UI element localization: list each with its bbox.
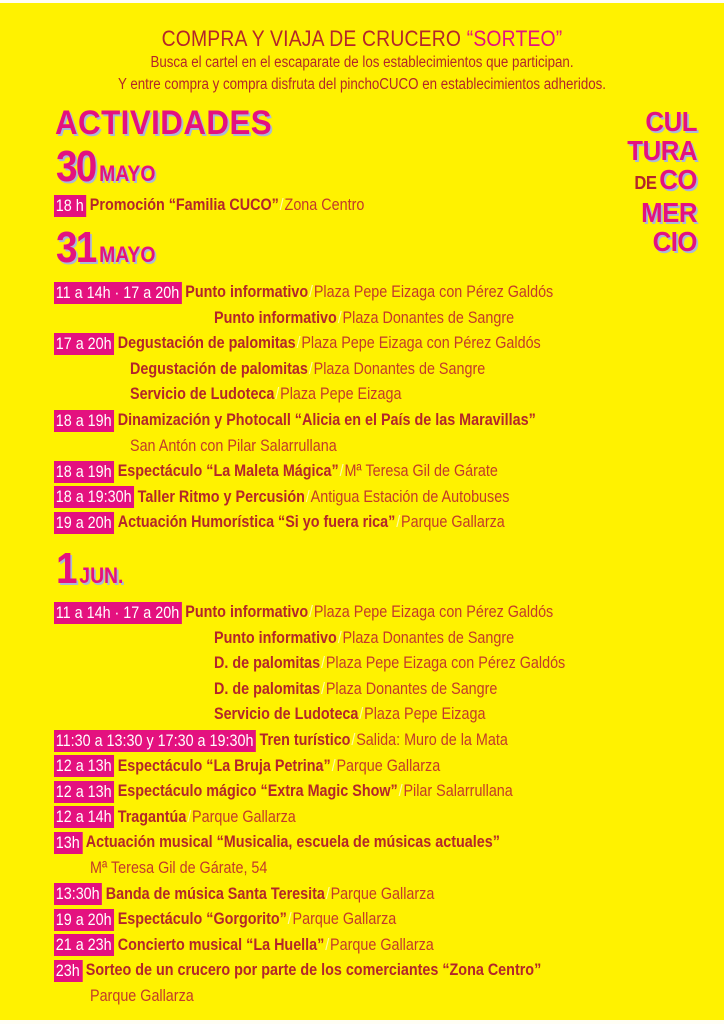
event-row (54, 281, 553, 304)
event-row (214, 703, 485, 726)
location: Plaza Donantes de Sangre (325, 679, 498, 698)
activity-name: Servicio de Ludoteca (214, 705, 359, 724)
activity-name: Espectáculo “La Maleta Mágica” (117, 462, 339, 481)
separator-slash: / (339, 462, 344, 481)
activity-name: Degustación de palomitas (130, 359, 308, 378)
separator-slash: / (359, 705, 364, 724)
location: Parque Gallarza (401, 513, 505, 532)
activity-name: Servicio de Ludoteca (130, 385, 275, 404)
separator-slash: / (320, 654, 325, 673)
time-badge: 12 a 14h (54, 806, 114, 828)
event-row (214, 652, 565, 675)
title-accent: “SORTEO” (466, 26, 563, 51)
day-heading-1-jun (56, 544, 124, 593)
event-row (130, 383, 401, 406)
time-badge: 18 a 19h (54, 461, 114, 483)
time-badge: 11 a 14h · 17 a 20h (54, 602, 182, 624)
event-row (54, 460, 498, 483)
event-row (214, 627, 514, 650)
event-row (54, 806, 296, 829)
time-badge: 18 h (54, 195, 86, 217)
time-badge: 17 a 20h (54, 333, 114, 355)
event-row (90, 857, 267, 880)
day-number: 1 (56, 544, 76, 593)
time-badge: 21 a 23h (54, 934, 114, 956)
separator-slash: / (279, 196, 284, 214)
activity-name: Espectáculo “La Bruja Petrina” (117, 756, 331, 775)
day-heading-30 (56, 142, 156, 191)
event-row (214, 307, 514, 330)
separator-slash: / (325, 884, 330, 903)
time-badge: 19 a 20h (54, 512, 114, 534)
event-row (54, 332, 541, 355)
time-badge: 13h (54, 832, 82, 854)
subtitle-line-1: Busca el cartel en el escaparate de los establecimientos que participan. (150, 54, 574, 71)
event-row (54, 409, 536, 432)
event-row (54, 601, 553, 624)
separator-slash: / (396, 513, 401, 532)
location: Plaza Donantes de Sangre (342, 628, 515, 647)
separator-slash: / (337, 628, 342, 647)
event-row (54, 908, 396, 931)
section-title: ACTIVIDADES (55, 104, 273, 142)
location: Parque Gallarza (336, 756, 441, 775)
poster-title (43, 26, 680, 52)
brand-line: CUL (645, 106, 697, 137)
separator-slash: / (305, 487, 310, 506)
time-badge: 19 a 20h (54, 909, 114, 931)
activity-name: Punto informativo (185, 283, 309, 301)
location: Plaza Pepe Eizaga con Pérez Galdós (301, 334, 541, 353)
time-badge: 13:30h (54, 883, 102, 905)
day-month: MAYO (99, 242, 156, 267)
location: Mª Teresa Gil de Gárate (344, 462, 498, 481)
separator-slash: / (287, 910, 292, 929)
event-row (54, 934, 434, 957)
separator-slash: / (308, 283, 313, 301)
separator-slash: / (337, 308, 342, 327)
activity-name: Espectáculo “Gorgorito” (117, 910, 287, 929)
event-row (90, 985, 194, 1008)
brand-line: CIO (652, 226, 697, 257)
activity-name: Degustación de palomitas (117, 334, 296, 353)
title-main: COMPRA Y VIAJA DE CRUCERO (161, 26, 467, 51)
brand-co: CO (659, 164, 697, 195)
location: Pilar Salarrullana (403, 782, 513, 801)
activity-name: Actuación Humorística “Si yo fuera rica” (117, 513, 396, 532)
separator-slash: / (351, 731, 356, 749)
event-row (54, 194, 364, 217)
time-badge: 12 a 13h (54, 755, 114, 777)
location: Zona Centro (284, 196, 365, 214)
poster (0, 3, 724, 1020)
event-row (54, 780, 513, 803)
brand-de: DE (634, 173, 657, 193)
separator-slash: / (187, 807, 192, 826)
location: Plaza Pepe Eizaga (364, 705, 486, 724)
event-row (54, 883, 434, 906)
brand-line: MER (641, 197, 697, 228)
time-badge: 12 a 13h (54, 781, 114, 803)
activity-name: Punto informativo (185, 603, 309, 621)
activity-name: Tren turístico (259, 731, 351, 749)
activity-name: Dinamización y Photocall “Alicia en el País de las Maravillas” (117, 411, 536, 429)
subtitle-line-2: Y entre compra y compra disfruta del pinchoCUCO en establecimientos adheridos. (117, 76, 607, 93)
location: Salida: Muro de la Mata (356, 731, 508, 749)
separator-slash: / (308, 603, 313, 621)
location: Parque Gallarza (292, 910, 397, 929)
activity-name: Banda de música Santa Teresita (105, 884, 325, 903)
location: San Antón con Pilar Salarrullana (130, 436, 337, 455)
activity-name: Punto informativo (214, 308, 337, 327)
location: Parque Gallarza (330, 884, 435, 903)
activity-name: Punto informativo (214, 628, 337, 647)
event-row (54, 729, 508, 752)
time-badge: 18 a 19h (54, 410, 114, 432)
time-badge: 18 a 19:30h (54, 486, 134, 508)
day-number: 31 (56, 223, 96, 272)
location: Parque Gallarza (90, 987, 194, 1005)
event-row (130, 435, 337, 458)
location: Plaza Donantes de Sangre (313, 359, 486, 378)
event-row (54, 959, 541, 982)
event-row (130, 358, 485, 381)
activity-name: Tragantúa (117, 807, 187, 826)
event-row (214, 678, 497, 701)
event-row (54, 511, 505, 534)
time-badge: 23h (54, 960, 82, 982)
location: Plaza Pepe Eizaga con Pérez Galdós (325, 654, 566, 673)
location: Plaza Pepe Eizaga con Pérez Galdós (313, 603, 554, 621)
separator-slash: / (398, 782, 403, 801)
location: Plaza Pepe Eizaga (280, 385, 402, 404)
time-badge: 11:30 a 13:30 y 17:30 a 19:30h (54, 730, 256, 752)
day-heading-31 (56, 223, 156, 272)
brand-line (591, 165, 697, 198)
event-row (54, 831, 500, 854)
activity-name: Espectáculo mágico “Extra Magic Show” (117, 782, 398, 801)
activity-name: Taller Ritmo y Percusión (137, 487, 305, 506)
location: Mª Teresa Gil de Gárate, 54 (90, 859, 268, 877)
day-number: 30 (56, 142, 96, 191)
activity-name: Actuación musical “Musicalia, escuela de músicas actuales” (85, 833, 500, 852)
separator-slash: / (331, 756, 336, 775)
location: Antigua Estación de Autobuses (310, 487, 510, 506)
activity-name: Sorteo de un crucero por parte de los comerciantes “Zona Centro” (85, 961, 542, 980)
activity-name: Concierto musical “La Huella” (117, 935, 325, 954)
separator-slash: / (275, 385, 280, 404)
brand-logo (591, 107, 697, 256)
day-month: MAYO (99, 161, 156, 186)
activity-name: D. de palomitas (214, 679, 321, 698)
location: Parque Gallarza (192, 807, 296, 826)
time-badge: 11 a 14h · 17 a 20h (54, 282, 182, 304)
separator-slash: / (320, 679, 325, 698)
location: Plaza Pepe Eizaga con Pérez Galdós (313, 283, 554, 301)
brand-line: TURA (627, 135, 697, 166)
separator-slash: / (325, 935, 330, 954)
event-row (54, 755, 440, 778)
day-month: JUN. (79, 563, 124, 588)
activity-name: Promoción “Familia CUCO” (89, 196, 279, 214)
activity-name: D. de palomitas (214, 654, 321, 673)
separator-slash: / (308, 359, 313, 378)
location: Plaza Donantes de Sangre (342, 308, 515, 327)
event-row (54, 486, 509, 509)
separator-slash: / (296, 334, 301, 353)
location: Parque Gallarza (330, 935, 434, 954)
